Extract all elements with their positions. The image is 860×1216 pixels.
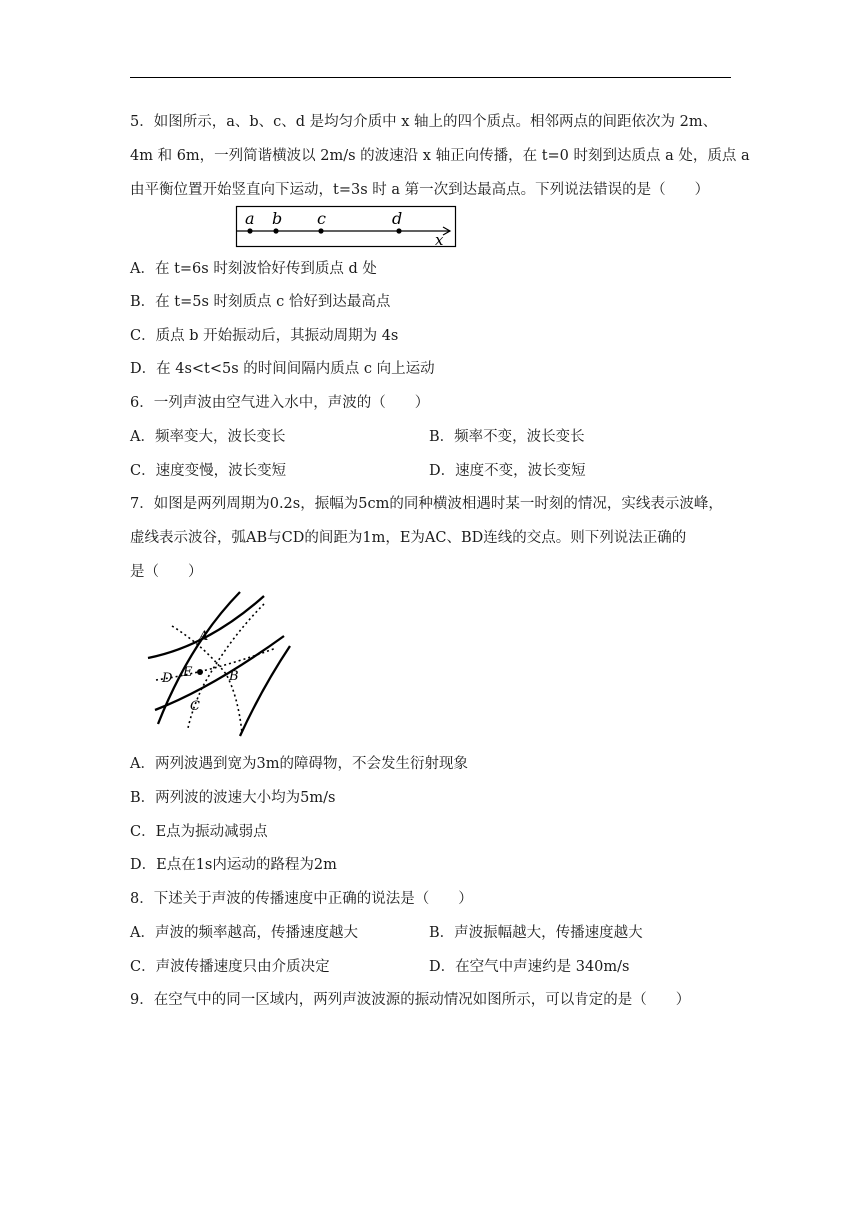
q6-option-a: A．频率变大，波长变长 (130, 429, 286, 445)
q7-option-b: B．两列波的波速大小均为5m/s (130, 790, 336, 806)
q8-option-c: C．声波传播速度只由介质决定 (130, 959, 330, 975)
header-rule (130, 77, 731, 78)
point-c (318, 228, 323, 233)
label-A: A (199, 629, 209, 644)
point-e (197, 669, 203, 675)
q7-stem-line3: 是（ ） (130, 564, 203, 580)
q9-stem: 9．在空气中的同一区域内，两列声波波源的振动情况如图所示，可以肯定的是（ ） (130, 992, 691, 1008)
q8-option-d: D．在空气中声速约是 340m/s (429, 959, 630, 975)
q6-stem: 6．一列声波由空气进入水中，声波的（ ） (130, 395, 430, 411)
q7-wave-figure (130, 588, 295, 738)
q5-option-b: B．在 t=5s 时刻质点 c 恰好到达最高点 (130, 294, 391, 310)
label-c: c (317, 209, 326, 228)
point-b (273, 228, 278, 233)
q8-option-b: B．声波振幅越大，传播速度越大 (429, 925, 643, 941)
q7-option-a: A．两列波遇到宽为3m的障碍物，不会发生衍射现象 (130, 756, 468, 772)
q7-option-c: C．E点为振动减弱点 (130, 824, 268, 840)
label-a: a (245, 209, 255, 228)
label-D: D (162, 671, 173, 686)
q5-stem-line2: 4m 和 6m，一列简谐横波以 2m/s 的波速沿 x 轴正向传播，在 t=0 时刻到达质点 a 处，质点 a (130, 148, 750, 164)
q6-option-b: B．频率不变，波长变长 (429, 429, 585, 445)
q7-stem-line2: 虚线表示波谷，弧AB与CD的间距为1m，E为AC、BD连线的交点。则下列说法正确的 (130, 530, 687, 546)
q8-option-a: A．声波的频率越高，传播速度越大 (130, 925, 358, 941)
q8-stem: 8．下述关于声波的传播速度中正确的说法是（ ） (130, 891, 473, 907)
q5-option-c: C．质点 b 开始振动后，其振动周期为 4s (130, 328, 399, 344)
q7-stem-line1: 7．如图是两列周期为0.2s，振幅为5cm的同种横波相遇时某一时刻的情况，实线表示波峰， (130, 496, 723, 512)
q5-stem-line3: 由平衡位置开始竖直向下运动，t=3s 时 a 第一次到达最高点。下列说法错误的是（ ） (130, 182, 710, 198)
q5-axis-figure (236, 206, 456, 248)
label-B: B (229, 669, 239, 684)
label-d: d (392, 209, 403, 228)
q6-option-c: C．速度变慢，波长变短 (130, 463, 287, 479)
q6-option-d: D．速度不变，波长变短 (429, 463, 586, 479)
label-C: C (190, 699, 200, 714)
point-a (247, 228, 252, 233)
q5-stem-line1: 5．如图所示，a、b、c、d 是均匀介质中 x 轴上的四个质点。相邻两点的间距依次为 2m、 (130, 114, 718, 130)
label-x: x (435, 231, 444, 249)
q5-option-d: D．在 4s<t<5s 的时间间隔内质点 c 向上运动 (130, 361, 435, 377)
q5-option-a: A．在 t=6s 时刻波恰好传到质点 d 处 (130, 261, 377, 277)
label-b: b (272, 209, 283, 228)
q7-option-d: D．E点在1s内运动的路程为2m (130, 857, 337, 873)
label-E: E (183, 665, 193, 680)
point-d (396, 228, 401, 233)
